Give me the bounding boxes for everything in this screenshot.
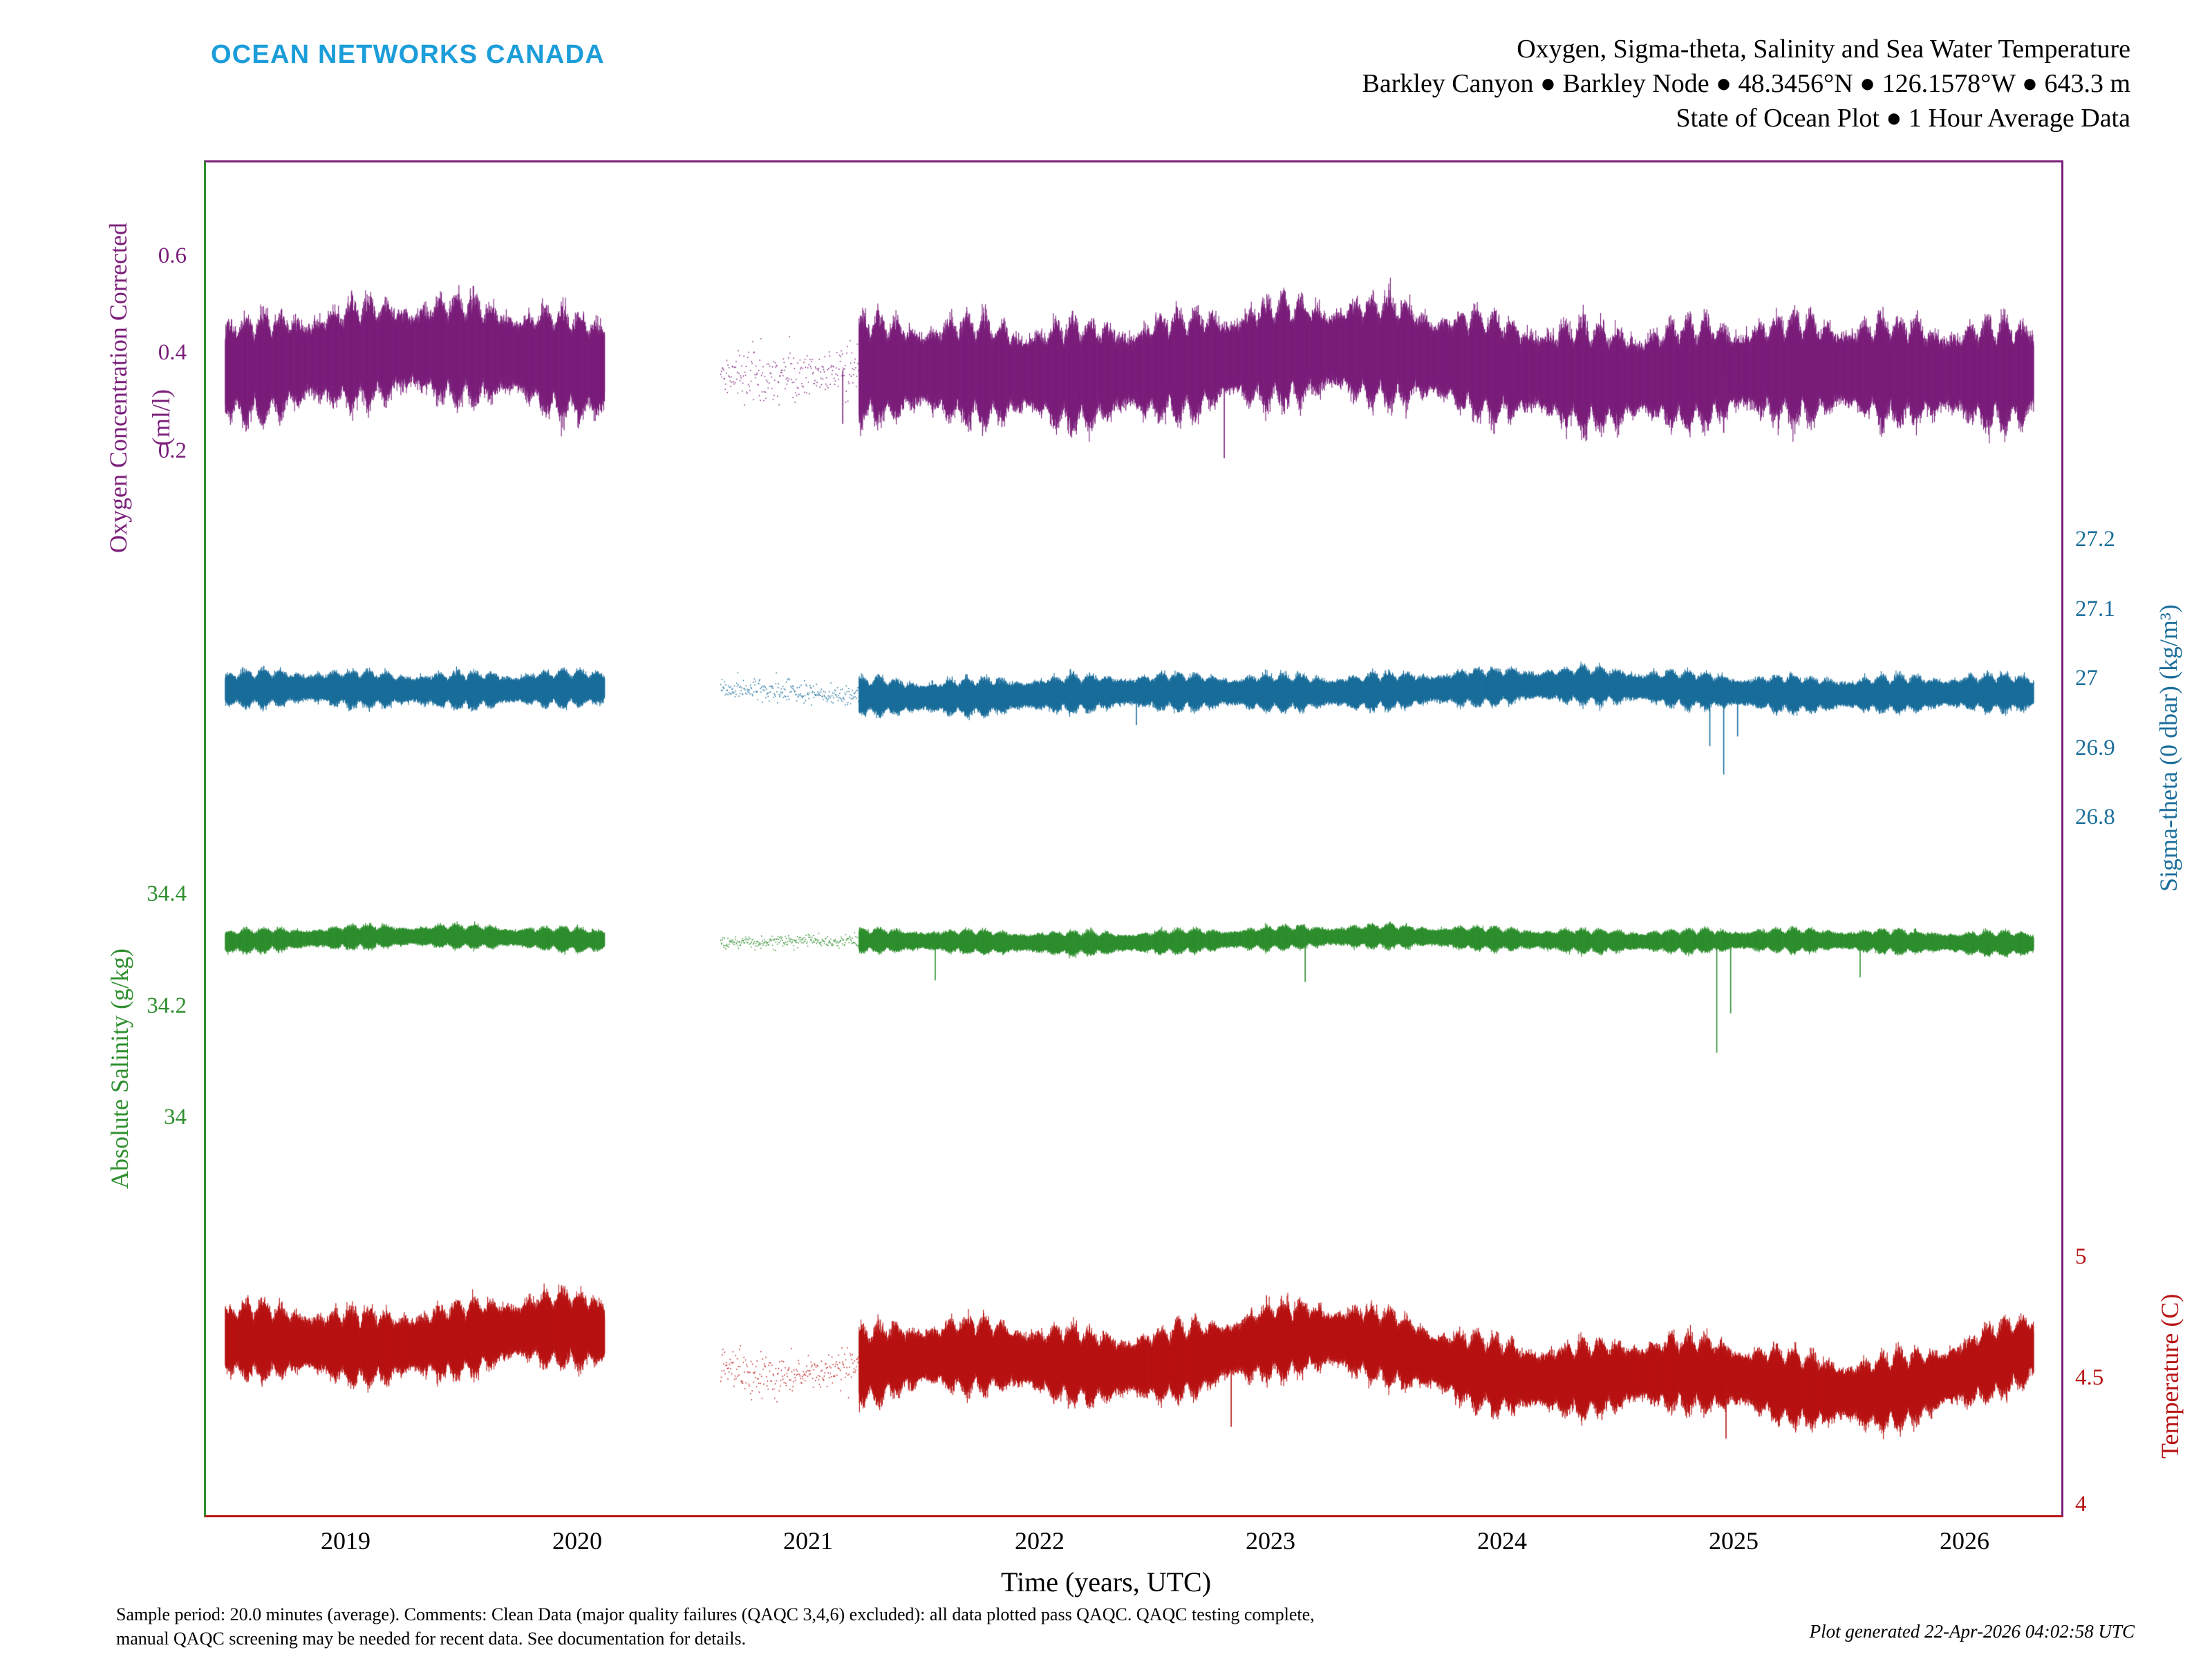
temperature-tick-1: 4.5 <box>2075 1365 2104 1390</box>
x-tick-2019: 2019 <box>321 1527 371 1555</box>
x-tick-2023: 2023 <box>1246 1527 1295 1555</box>
sigma-tick-1: 27.1 <box>2075 597 2115 621</box>
x-tick-2024: 2024 <box>1477 1527 1527 1555</box>
x-tick-2026: 2026 <box>1940 1527 1989 1555</box>
plot-canvas-wrapper <box>204 160 2063 1517</box>
sigma-tick-3: 26.9 <box>2075 735 2115 760</box>
salinity-tick-0: 34.4 <box>147 881 187 906</box>
x-tick-2025: 2025 <box>1709 1527 1759 1555</box>
footnote <box>116 1602 1775 1651</box>
timeseries-plot <box>204 160 2063 1517</box>
temperature-tick-0: 5 <box>2075 1244 2087 1269</box>
sigma-tick-4: 26.8 <box>2075 805 2115 830</box>
x-tick-2021: 2021 <box>783 1527 833 1555</box>
generated-timestamp: Plot generated 22-Apr-2026 04:02:58 UTC <box>1809 1621 2135 1642</box>
oxygen-tick-0: 0.6 <box>158 243 187 268</box>
ocean-networks-canada-logo: OCEAN NETWORKS CANADA <box>211 40 605 69</box>
oxygen-axis-title: Oxygen Concentration Corrected <box>104 223 132 553</box>
chart-title: Oxygen, Sigma-theta, Salinity and Sea Water Temperature <box>1517 35 2130 64</box>
x-tick-2020: 2020 <box>552 1527 602 1555</box>
chart-subtitle: State of Ocean Plot ● 1 Hour Average Data <box>1676 104 2130 133</box>
x-tick-2022: 2022 <box>1015 1527 1065 1555</box>
chart-title-block <box>1362 32 2130 135</box>
sigma-theta-axis-title: Sigma-theta (0 dbar) (kg/m³) <box>2155 604 2182 892</box>
sigma-tick-0: 27.2 <box>2075 527 2115 552</box>
footnote-line-2: manual QAQC screening may be needed for recent data. See documentation for details. <box>116 1629 747 1649</box>
oxygen-tick-1: 0.4 <box>158 340 187 365</box>
salinity-tick-2: 34 <box>164 1105 187 1130</box>
temperature-tick-2: 4 <box>2075 1492 2087 1517</box>
salinity-tick-1: 34.2 <box>147 993 187 1018</box>
chart-location-line: Barkley Canyon ● Barkley Node ● 48.3456°N ● 126.1578°W ● 643.3 m <box>1362 69 2130 99</box>
oxygen-axis-units: (ml/l) <box>147 389 175 446</box>
oxygen-tick-2: 0.2 <box>158 438 187 463</box>
temperature-axis-title: Temperature (C) <box>2156 1293 2184 1459</box>
salinity-axis-title: Absolute Salinity (g/kg) <box>106 948 133 1189</box>
sigma-tick-2: 27 <box>2075 666 2098 691</box>
footnote-line-1: Sample period: 20.0 minutes (average). Comments: Clean Data (major quality failures (QAQC 3,4,6) excluded): all data plotted pass QAQC. QAQC testing complete, <box>116 1604 1315 1624</box>
x-axis-title: Time (years, UTC) <box>1000 1566 1212 1597</box>
